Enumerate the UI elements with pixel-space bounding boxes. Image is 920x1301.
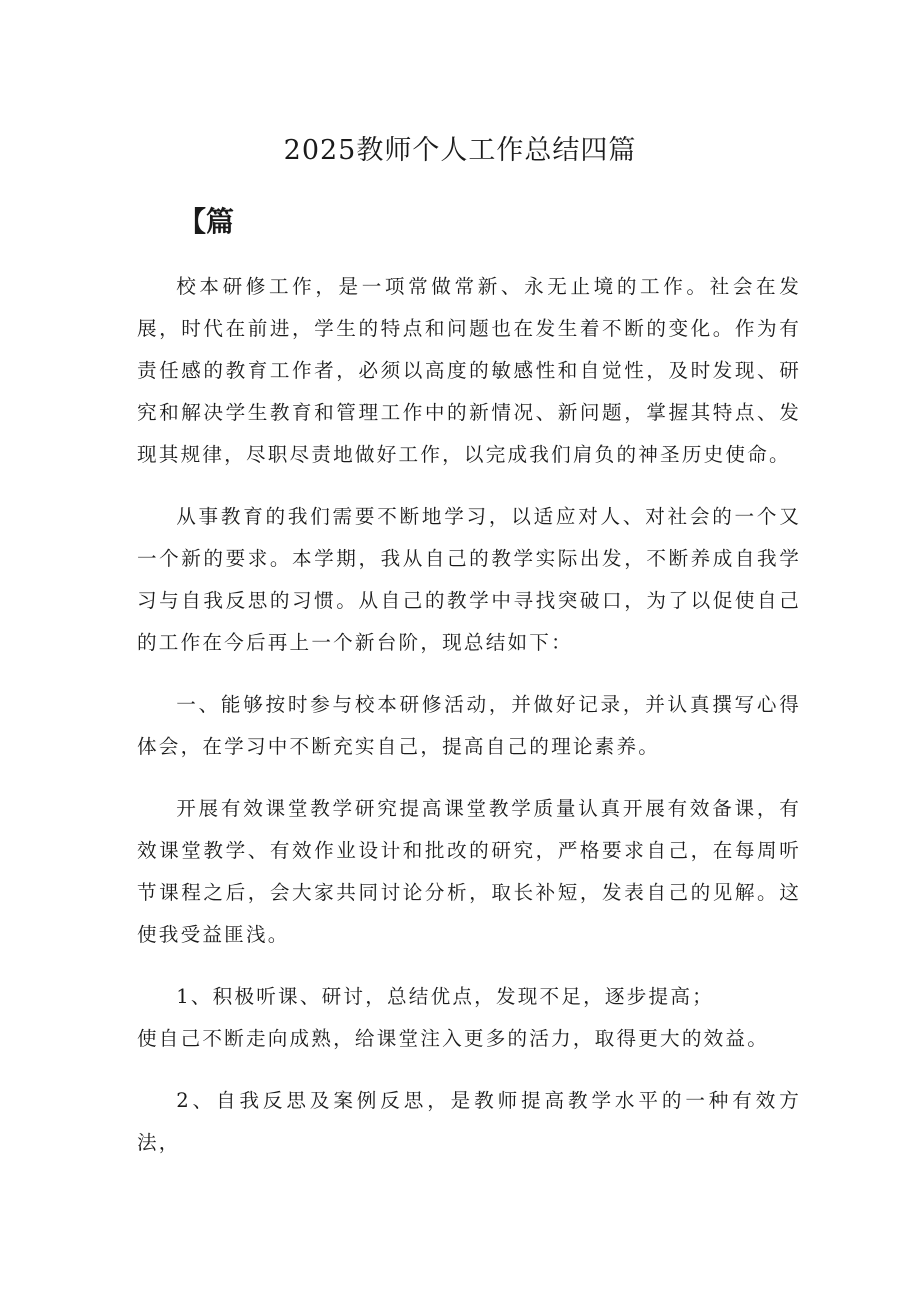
- list-item: 1、积极听课、研讨，总结优点，发现不足，逐步提高；: [176, 985, 714, 1008]
- paragraph: 校本研修工作，是一项常做常新、永无止境的工作。社会在发展，时代在前进，学生的特点和问题也在发生着不断的变化。作为有责任感的教育工作者，必须以高度的敏感性和自觉性，及时发现、研究和解决学生教育和管理工作中的新情况、新问题，掌握其特点、发现其规律，尽职尽责地做好工作，以完成我们肩负的神圣历史使命。: [137, 275, 801, 466]
- paragraph: 使自己不断走向成熟，给课堂注入更多的活力，取得更大的效益。: [137, 1027, 770, 1050]
- section-heading: 【篇: [178, 205, 235, 238]
- paragraph: 从事教育的我们需要不断地学习，以适应对人、对社会的一个又一个新的要求。本学期，我从自己的教学实际出发，不断养成自我学习与自我反思的习惯。从自己的教学中寻找突破口，为了以促使自己的工作在今后再上一个新台阶，现总结如下：: [137, 505, 801, 654]
- paragraph: 开展有效课堂教学研究提高课堂教学质量认真开展有效备课，有效课堂教学、有效作业设计和批改的研究，严格要求自己，在每周听节课程之后，会大家共同讨论分析，取长补短，发表自己的见解。这使我受益匪浅。: [137, 797, 801, 946]
- list-item: 2、自我反思及案例反思，是教师提高教学水平的一种有效方法，: [137, 1089, 801, 1154]
- document-body: [137, 266, 801, 1184]
- paragraph: 一、能够按时参与校本研修活动，并做好记录，并认真撰写心得体会，在学习中不断充实自己，提高自己的理论素养。: [137, 693, 801, 758]
- document-title: 2025教师个人工作总结四篇: [283, 135, 637, 166]
